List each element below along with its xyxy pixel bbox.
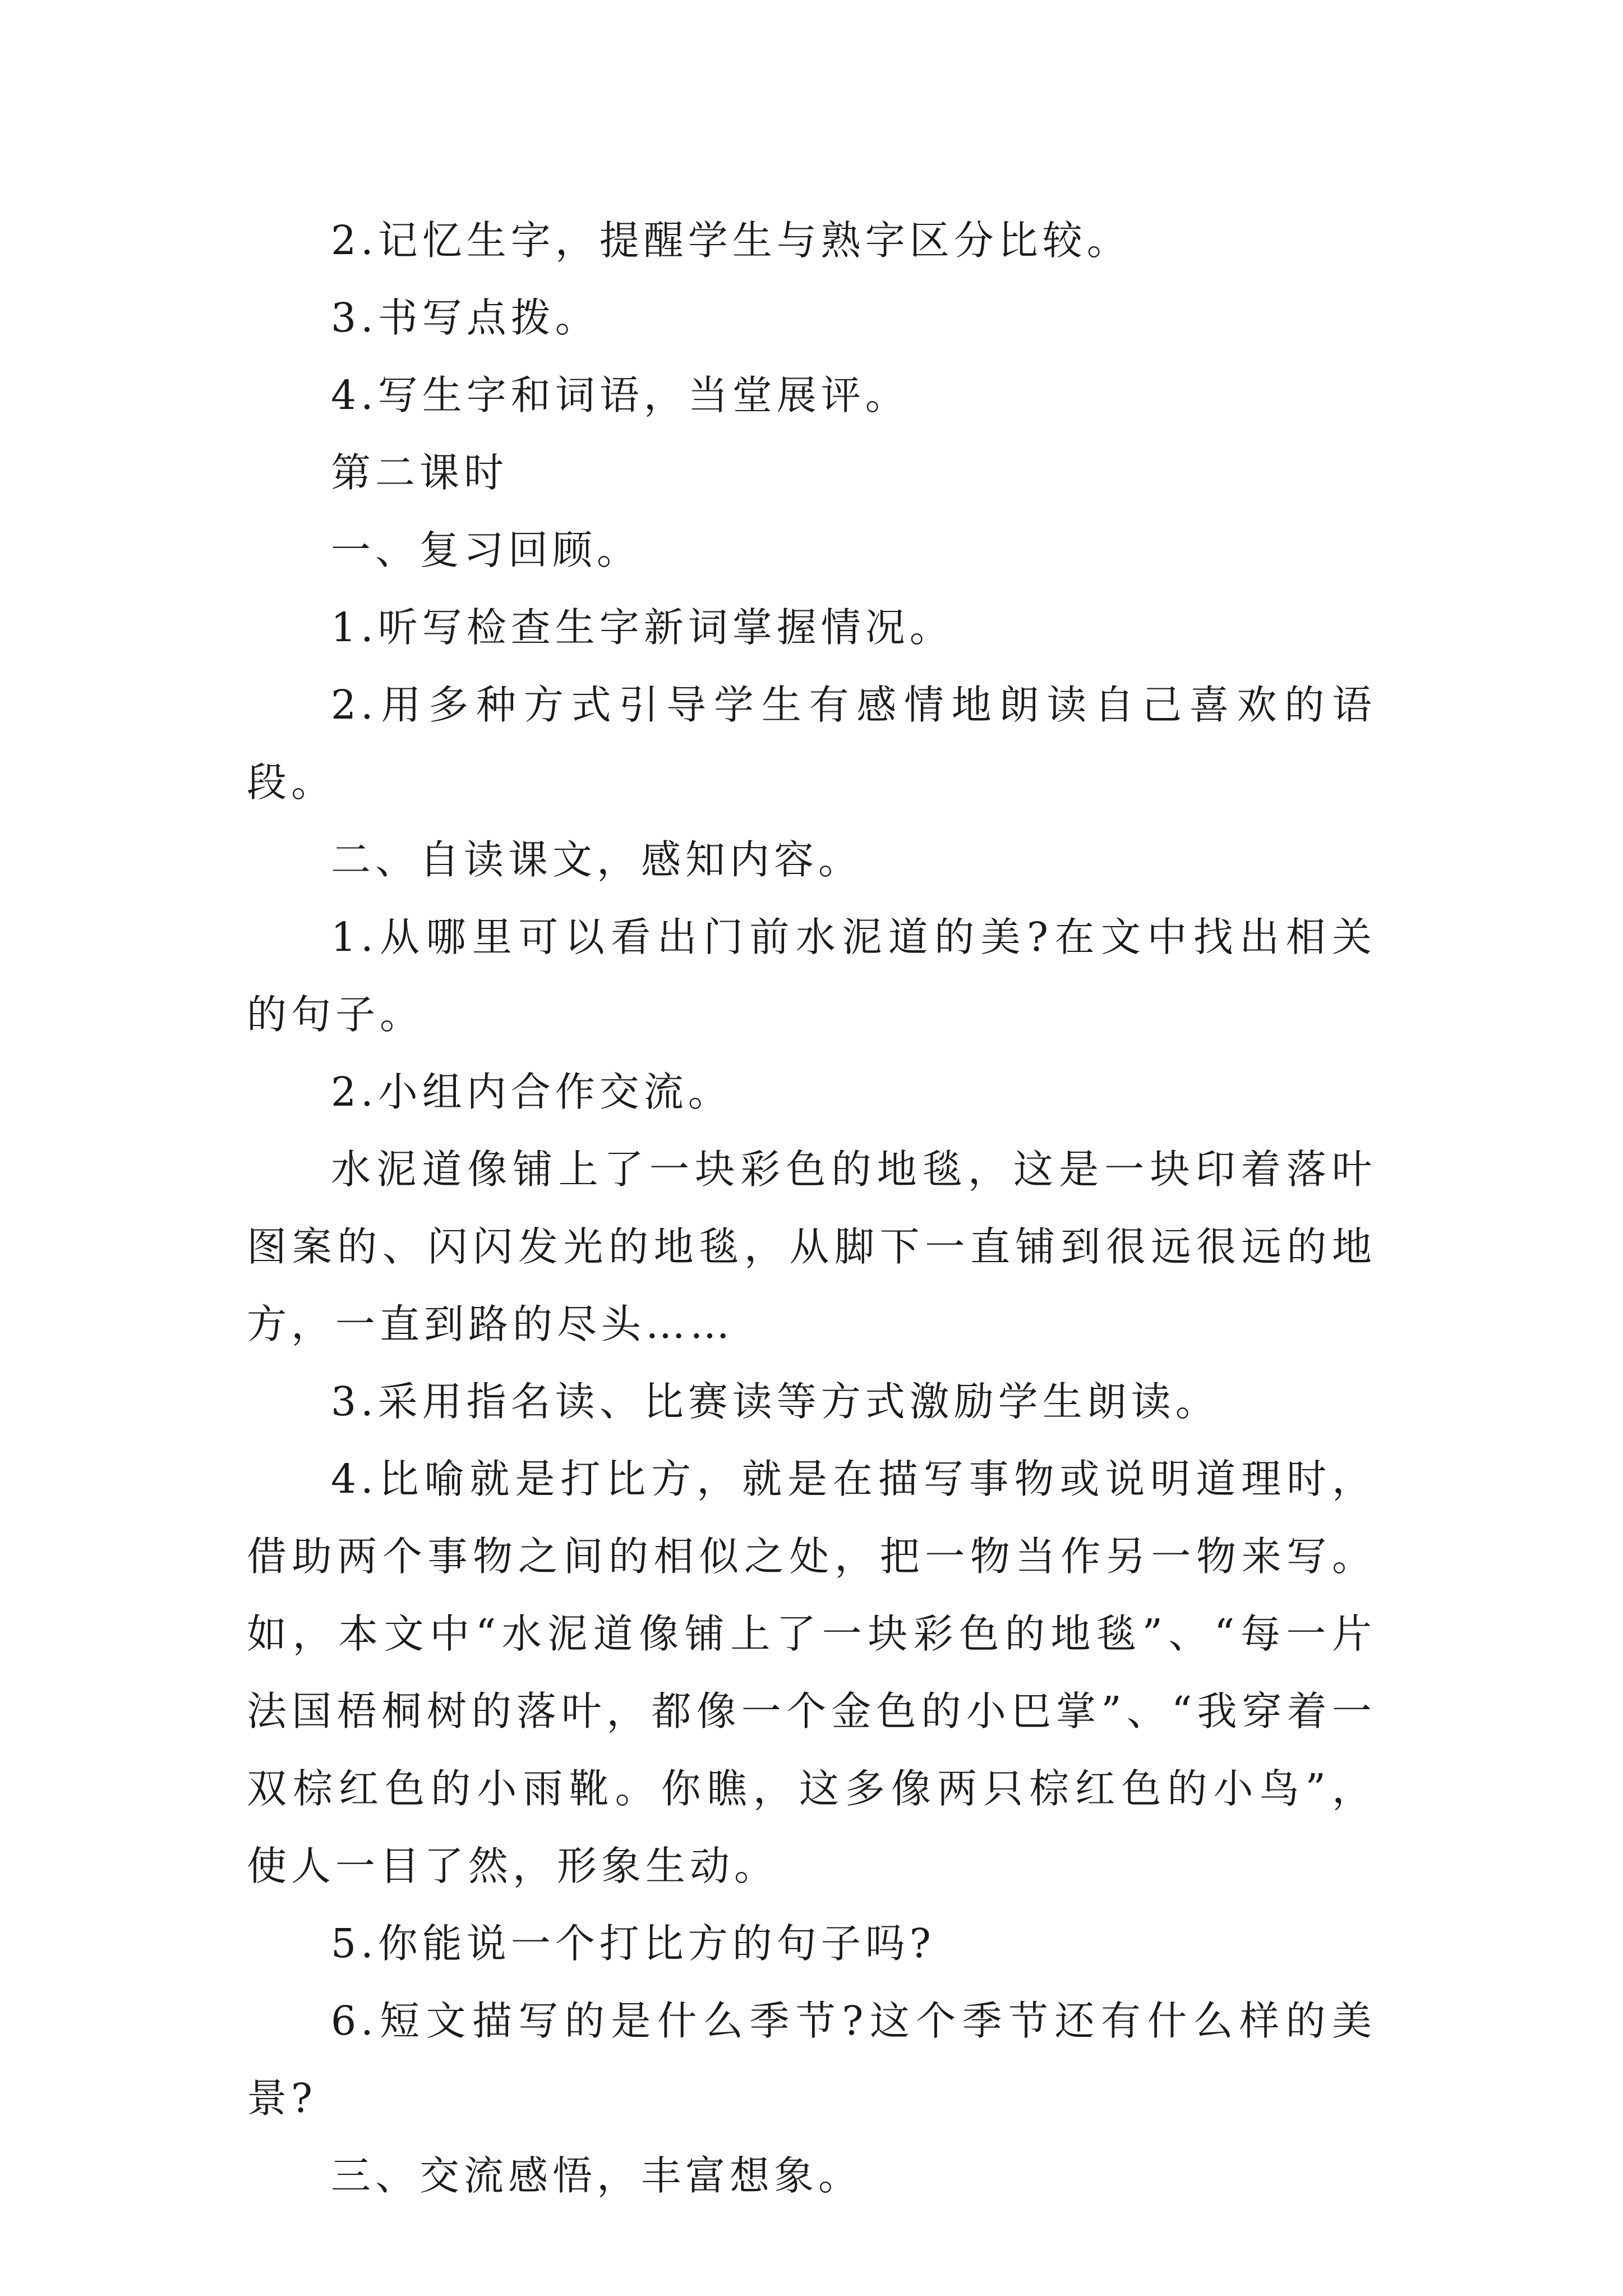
paragraph-group-discussion: 2.小组内合作交流。 <box>331 1069 732 1115</box>
paragraph-reading-methods: 3.采用指名读、比赛读等方式激励学生朗读。 <box>331 1378 1220 1425</box>
section-heading-second-lesson: 第二课时 <box>331 449 509 496</box>
heading-exchange-feelings: 三、交流感悟，丰富想象。 <box>331 2152 863 2199</box>
paragraph-write-words: 4.写生字和词语，当堂展评。 <box>331 372 910 418</box>
paragraph-memorize-characters: 2.记忆生字，提醒学生与熟字区分比较。 <box>331 217 1131 264</box>
paragraph-metaphor-question: 5.你能说一个打比方的句子吗? <box>331 1920 935 1967</box>
paragraph-writing-tips: 3.书写点拨。 <box>331 295 600 341</box>
paragraph-season-question: 6.短文描写的是什么季节?这个季节还有什么样的美景? <box>247 1998 1376 2122</box>
paragraph-find-sentences: 1.从哪里可以看出门前水泥道的美?在文中找出相关的句子。 <box>247 914 1376 1038</box>
heading-review: 一、复习回顾。 <box>331 527 642 573</box>
paragraph-reading-guidance: 2.用多种方式引导学生有感情地朗读自己喜欢的语段。 <box>247 682 1376 806</box>
paragraph-dictation: 1.听写检查生字新词掌握情况。 <box>331 604 954 651</box>
document-body <box>247 202 1376 2215</box>
paragraph-metaphor-explanation: 4.比喻就是打比方，就是在描写事物或说明道理时，借助两个事物之间的相似之处，把一物当作另一物来写。如，本文中“水泥道像铺上了一块彩色的地毯”、“每一片法国梧桐树的落叶，都像一个金色的小巴掌”、“我穿着一双棕红色的小雨靴。你瞧，这多像两只棕红色的小鸟”，使人一目了然，形象生动。 <box>247 1456 1376 1889</box>
paragraph-quoted-passage: 水泥道像铺上了一块彩色的地毯，这是一块印着落叶图案的、闪闪发光的地毯，从脚下一直铺到很远很远的地方，一直到路的尽头…… <box>247 1146 1376 1347</box>
heading-self-reading: 二、自读课文，感知内容。 <box>331 836 863 883</box>
